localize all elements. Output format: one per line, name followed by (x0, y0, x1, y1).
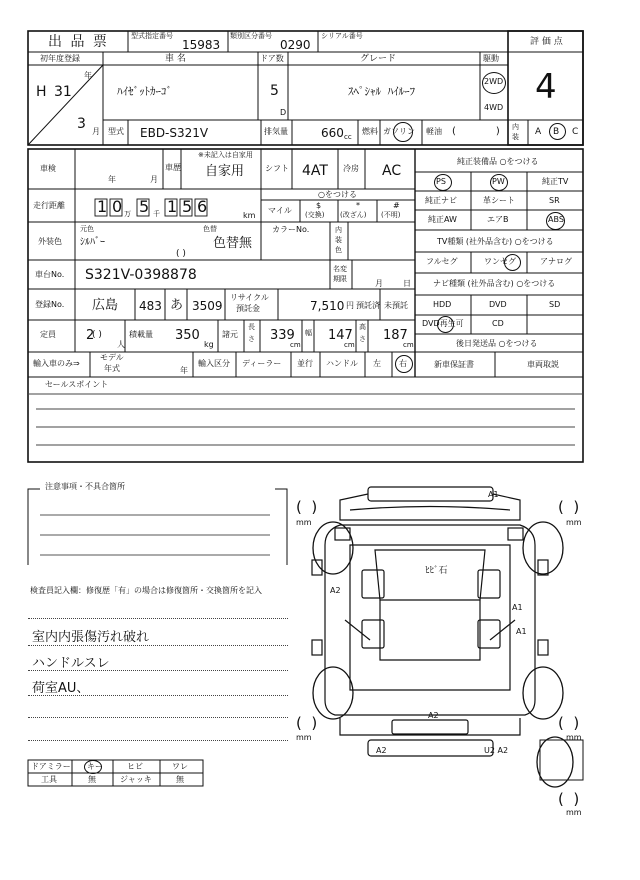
parallel-label: 並行 (297, 359, 313, 368)
height-cm: cm (403, 341, 414, 349)
exchange-label: (交換) (305, 211, 325, 219)
interior-b: B (553, 127, 560, 137)
note-line-3-rule (28, 695, 288, 696)
tire-rr-bracket: ( ) (558, 714, 580, 732)
recycle-unit: 円 (346, 301, 354, 310)
interior-a: A (535, 127, 542, 137)
plate-number: 3509 (192, 299, 223, 313)
acc-tools-value: 無 (88, 775, 96, 784)
equip-pw-circle (490, 174, 508, 191)
mark-stone-chip: ﾋﾋﾞ石 (425, 566, 448, 576)
model-year-label-1: モデル (100, 353, 124, 362)
equip-airbag: エアB (487, 215, 509, 224)
equip-leather: 革シート (483, 196, 515, 205)
dollar-mark: $ (316, 201, 322, 210)
interior-color-3: 色 (335, 246, 342, 254)
year-unit: 年 (84, 71, 92, 80)
km-unit: km (243, 211, 256, 220)
notes-label: 注意事項・不具合箇所 (45, 482, 125, 491)
rename-day: 日 (403, 279, 411, 288)
model-year-label-2: 年式 (104, 364, 120, 373)
note-line-3: 荷室AU、 (32, 681, 90, 696)
tv-title: TV種類 (社外品含む) ○をつける (437, 237, 554, 246)
mileage-digit-4: 1 (167, 197, 178, 216)
fuel-diesel: 軽油 (426, 127, 442, 136)
capacity-paren: ( ) (92, 330, 102, 340)
capacity-value: 2 (86, 328, 95, 343)
sales-point-label: セールスポイント (45, 380, 109, 389)
drive-2wd: 2WD (484, 77, 504, 86)
tire-fr-mm: mm (566, 518, 582, 527)
acc-key: キー (87, 762, 103, 771)
drive-4wd: 4WD (484, 103, 504, 112)
equipment-title: 純正装備品 ○をつける (457, 157, 539, 166)
color-label: 外装色 (38, 237, 62, 246)
inspection-month-unit: 月 (150, 175, 158, 184)
model-cert-label: 型式指定番号 (131, 32, 173, 40)
class-number: 0290 (280, 38, 311, 52)
equip-ps-circle (434, 174, 452, 191)
mileage-digit-3: 5 (139, 197, 150, 216)
fuel-label: 燃料 (362, 127, 378, 136)
mark-bumper-right-u2a2: U2 A2 (484, 746, 509, 755)
inspection-label: 車検 (40, 164, 56, 173)
color-number-label: 色替 (203, 225, 217, 233)
mileage-digit-6: 6 (197, 197, 208, 216)
class-label: 類別区分番号 (230, 32, 272, 40)
hash-mark: # (393, 201, 400, 210)
equip-aw: 純正AW (428, 215, 457, 224)
tire-fl-mm: mm (296, 518, 312, 527)
shift-value: 4AT (302, 163, 328, 179)
interior-color-2: 装 (335, 236, 342, 244)
navi-dvd: DVD (489, 300, 507, 309)
load-label: 積載量 (129, 330, 153, 339)
capacity-unit: 人 (117, 340, 125, 349)
plate-kana: あ (170, 298, 184, 313)
recycle-none: 未預託 (384, 301, 408, 310)
load-value: 350 (175, 328, 200, 343)
mark-note: ○をつける (318, 190, 357, 199)
vin-label: 車台No. (35, 270, 65, 279)
interior-color-1: 内 (335, 226, 342, 234)
acc-jack-value: 無 (176, 775, 184, 784)
orig-color-label: 元色 (80, 225, 94, 233)
equip-sr: SR (549, 196, 560, 205)
mileage-label: 走行距離 (33, 201, 65, 210)
rename-label-1: 名変 (333, 265, 347, 273)
star-mark: * (356, 201, 360, 210)
rename-month: 月 (375, 279, 383, 288)
interior-label-2: 装 (512, 133, 519, 141)
mark-bumper-left-a2: A2 (376, 746, 387, 755)
load-unit: kg (204, 340, 214, 349)
mark-rear-a2: A2 (428, 711, 439, 720)
interior-label-1: 内 (512, 123, 519, 131)
color-no-label: カラーNo. (272, 225, 310, 234)
acc-crack: ヒビ (127, 762, 143, 771)
model-label: 型式 (108, 127, 124, 136)
acc-jack: ジャッキ (120, 775, 152, 784)
car-name-value: ﾊｲｾﾞｯﾄｶｰｺﾞ (117, 85, 172, 98)
first-reg-month: 3 (77, 116, 86, 132)
tampered-label: (改ざん) (340, 211, 367, 219)
model-value: EBD-S321V (140, 126, 209, 140)
width-value: 147 (328, 328, 353, 343)
equip-abs-circle (546, 212, 565, 230)
tire-fl-bracket: ( ) (296, 498, 318, 516)
navi-title: ナビ種類 (社外品含む) ○をつける (433, 279, 556, 288)
dim-label: 諸元 (222, 330, 238, 339)
interior-c: C (572, 127, 579, 137)
plate-class: 483 (139, 299, 162, 313)
later-warranty: 新車保証書 (434, 360, 474, 369)
height-value: 187 (383, 328, 408, 343)
length-label-2: さ (248, 335, 255, 343)
tire-spare-mm: mm (566, 808, 582, 817)
later-title: 後日発送品 ○をつける (456, 339, 538, 348)
handle-right-circle (395, 355, 413, 373)
man-unit: 万 (124, 210, 131, 218)
plate-label: 登録No. (35, 300, 65, 309)
equip-abs: ABS (548, 215, 564, 224)
score-value: 4 (535, 67, 557, 107)
equip-tv: 純正TV (542, 177, 569, 186)
cooling-label: 冷房 (343, 164, 359, 173)
fuel-gasoline-circle (393, 122, 413, 142)
navi-sd: SD (549, 300, 561, 309)
vin-value: S321V-0398878 (85, 267, 197, 283)
sheet-title: 出 品 票 (48, 34, 109, 50)
interior-b-circle (549, 123, 566, 140)
handle-label: ハンドル (326, 359, 358, 368)
tire-rr-mm: mm (566, 733, 582, 742)
equip-navi: 純正ナビ (425, 196, 457, 205)
acc-break: ワレ (172, 762, 188, 771)
navi-dvd-play-circle (437, 316, 454, 333)
acc-tools: 工具 (41, 775, 57, 784)
handle-right: 右 (399, 359, 407, 368)
displacement-value: 660 (321, 126, 344, 140)
shift-label: シフト (265, 164, 289, 173)
navi-cd: CD (492, 319, 504, 328)
plate-area: 広島 (92, 298, 119, 313)
cooling-value: AC (382, 163, 402, 179)
cc-unit: cc (344, 133, 352, 141)
note-line-4-rule (28, 717, 288, 718)
color-paren: ( ) (176, 249, 186, 259)
door-d: D (280, 108, 287, 117)
note-line-0 (28, 618, 288, 619)
door-count: 5 (270, 83, 279, 99)
equip-ps: PS (436, 177, 446, 186)
mark-right-a1-lower: A1 (516, 627, 527, 636)
first-reg-year: 31 (54, 84, 72, 100)
mile-label: マイル (268, 206, 292, 215)
length-value: 339 (270, 328, 295, 343)
later-manual: 車両取説 (527, 360, 559, 369)
length-label-1: 長 (248, 323, 255, 331)
serial-label: シリアル番号 (321, 32, 363, 40)
acc-key-circle (84, 760, 102, 774)
length-cm: cm (290, 341, 301, 349)
note-line-1: 室内内張傷汚れ破れ (32, 630, 150, 645)
month-unit: 月 (92, 127, 100, 136)
model-year-unit: 年 (180, 366, 188, 375)
tv-analog: アナログ (540, 257, 572, 266)
mark-front-a1: A1 (488, 490, 499, 499)
car-name-label: 車 名 (165, 54, 186, 64)
tv-oneseg: ワンセグ (484, 257, 516, 266)
mark-right-a1-upper: A1 (512, 603, 523, 612)
unknown-label: (不明) (381, 211, 401, 219)
model-cert-number: 15983 (182, 38, 221, 52)
handle-left: 左 (373, 359, 381, 368)
tire-fr-bracket: ( ) (558, 498, 580, 516)
note-line-1-rule (28, 645, 288, 646)
import-class-label: 輸入区分 (198, 359, 230, 368)
orig-color-value: ｼﾙﾊﾞｰ (80, 237, 105, 248)
recycle-label-1: リサイクル (230, 293, 269, 302)
navi-dvd-play: DVD再生可 (422, 319, 464, 328)
tv-oneseg-circle (504, 254, 521, 271)
capacity-label: 定員 (40, 330, 56, 339)
era: H (36, 84, 47, 100)
inspector-label: 検査員記入欄：修復歴「有」の場合は修復箇所・交換箇所を記入 (30, 586, 262, 595)
grade-value: ｽﾍﾟｼｬﾙ ﾊｲﾙｰﾌ (348, 85, 416, 98)
recycle-done: 預託済 (356, 301, 380, 310)
width-cm: cm (344, 341, 355, 349)
navi-hdd: HDD (433, 300, 452, 309)
tire-rl-mm: mm (296, 733, 312, 742)
sen-unit: 千 (153, 210, 160, 218)
tv-fullseg: フルセグ (426, 257, 458, 266)
height-label-2: さ (359, 335, 366, 343)
acc-mirror: ドアミラー (31, 762, 71, 771)
score-label: 評 価 点 (530, 37, 563, 47)
history-value: 自家用 (205, 164, 245, 179)
mark-left-a2: A2 (330, 586, 341, 595)
door-label: ドア数 (260, 54, 284, 63)
tire-rl-bracket: ( ) (296, 714, 318, 732)
drive-label: 駆動 (483, 54, 499, 63)
displacement-label: 排気量 (264, 127, 288, 136)
history-label: 車歴 (165, 163, 181, 172)
note-line-2-rule (28, 670, 288, 671)
tire-spare-bracket: ( ) (558, 790, 580, 808)
note-line-2: ハンドルスレ (32, 656, 110, 671)
rename-label-2: 期限 (333, 275, 347, 283)
fuel-gasoline: ガソリン (383, 127, 415, 136)
note-line-5-rule (28, 740, 288, 741)
recycle-amount: 7,510 (310, 299, 345, 313)
equip-pw: PW (492, 177, 505, 186)
first-reg-label: 初年度登録 (40, 54, 80, 63)
history-note: ※未記入は自家用 (198, 151, 253, 159)
height-label-1: 高 (359, 323, 366, 331)
import-only-label: 輸入車のみ⇒ (33, 359, 80, 368)
mileage-digit-1: 1 (97, 197, 108, 216)
mileage-digit-2: 0 (112, 197, 123, 216)
fuel-paren: ( ) (452, 126, 500, 137)
mileage-digit-5: 5 (182, 197, 193, 216)
recycle-label-2: 預託金 (236, 304, 260, 313)
dealer-label: ディーラー (242, 359, 282, 368)
width-label: 幅 (305, 329, 312, 337)
color-change-value: 色替無 (213, 236, 253, 251)
grade-label: グレード (360, 54, 397, 64)
inspection-year-unit: 年 (108, 175, 116, 184)
